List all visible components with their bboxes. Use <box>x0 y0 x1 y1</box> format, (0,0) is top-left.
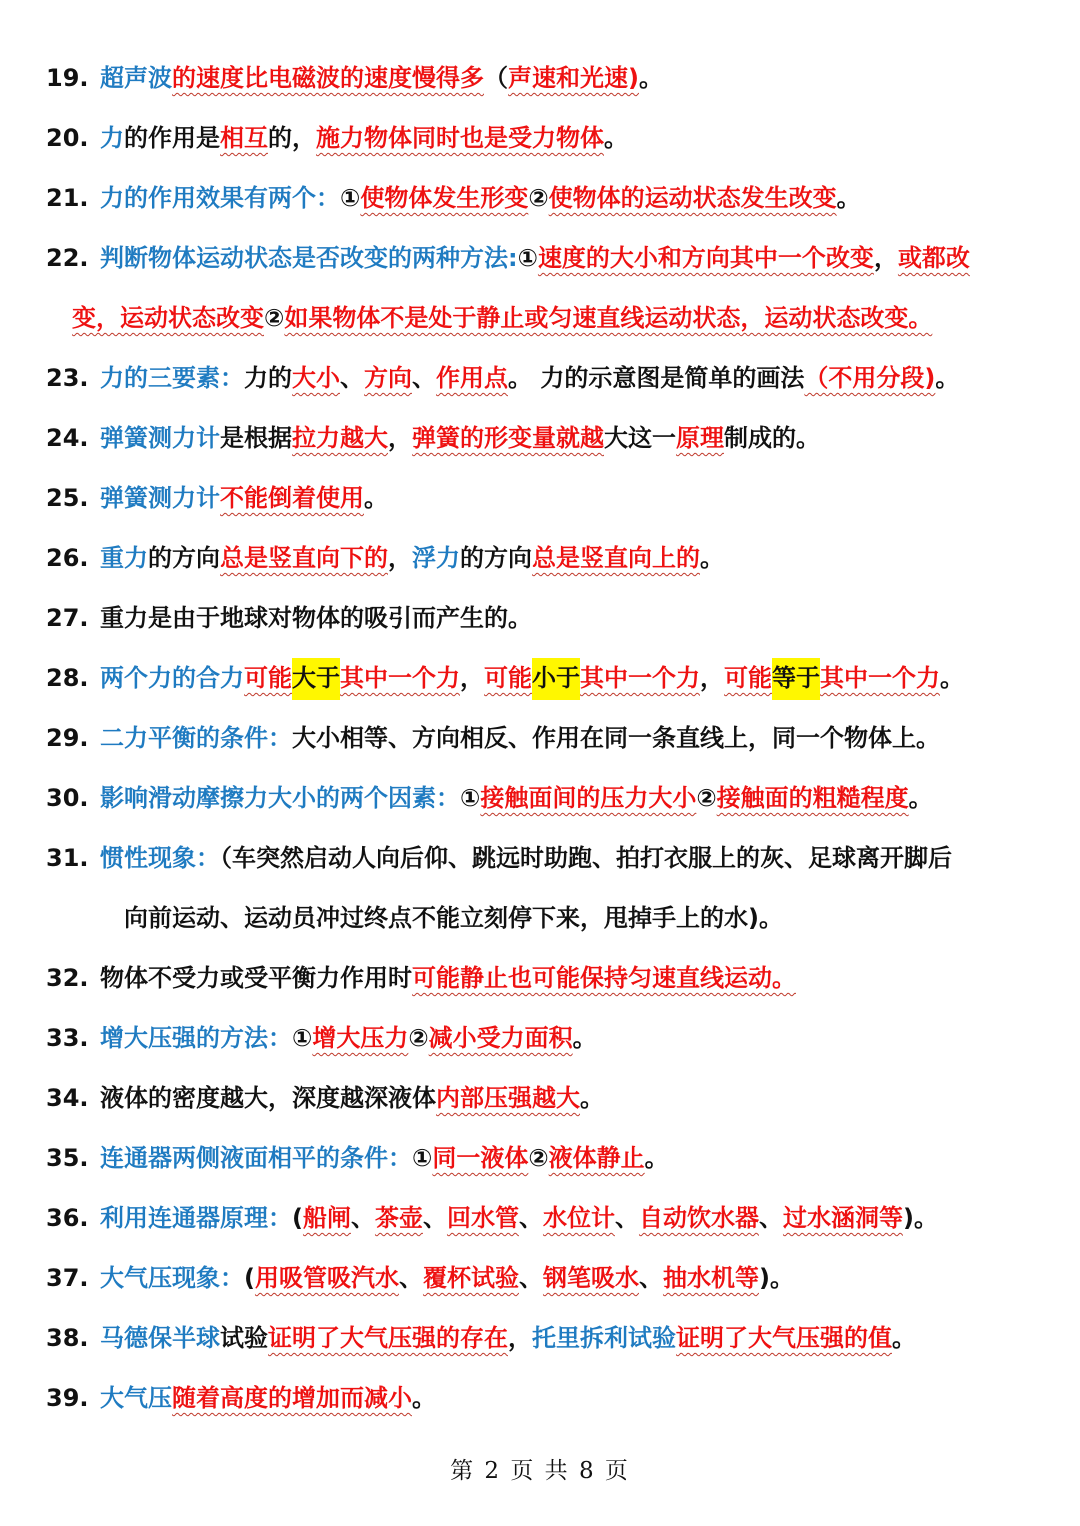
item-text <box>100 418 820 458</box>
list-item <box>0 1198 1080 1238</box>
term-highlight: 大气压现象： <box>100 1264 244 1292</box>
plain-text: 的， <box>268 124 316 152</box>
list-item <box>0 118 1080 158</box>
item-text <box>100 238 970 278</box>
item-number: 33. <box>46 1024 89 1052</box>
item-text <box>100 478 388 518</box>
answer-underlined: 速度的大小和方向其中一个改变 <box>537 244 874 272</box>
plain-text: 、 <box>340 364 364 392</box>
item-text <box>100 838 952 878</box>
page-footer: 第 2 页 共 8 页 <box>450 1458 630 1484</box>
plain-text: 。 <box>892 1324 916 1352</box>
plain-text: ② <box>528 184 549 212</box>
item-number: 21. <box>46 184 89 212</box>
list-item <box>0 1018 1080 1058</box>
plain-text: 、 <box>758 1204 783 1232</box>
plain-text: 、 <box>412 364 436 392</box>
item-number: 38. <box>46 1324 89 1352</box>
list-item <box>0 418 1080 458</box>
plain-text: 、 <box>638 1264 663 1292</box>
keyword-highlight: 大于 <box>292 658 340 700</box>
item-number: 35. <box>46 1144 89 1172</box>
answer-underlined: 使物体的运动状态发生改变 <box>548 184 837 212</box>
answer-underlined: 水位计 <box>542 1204 615 1232</box>
list-item <box>0 538 1080 578</box>
list-item <box>0 1078 1080 1118</box>
answer-underlined: 自动饮水器 <box>638 1204 759 1232</box>
plain-text: 、 <box>350 1204 375 1232</box>
term-highlight: 超声波 <box>100 64 172 92</box>
item-text <box>100 1138 669 1178</box>
item-number: 31. <box>46 844 89 872</box>
plain-text: 、 <box>518 1264 543 1292</box>
plain-text: 。 <box>412 1384 436 1412</box>
answer-underlined: 如果物体不是处于静止或匀速直线运动状态，运动状态改变。 <box>284 304 933 332</box>
answer-underlined: 接触面的粗糙程度 <box>716 784 909 812</box>
plain-text: ① <box>460 784 481 812</box>
plain-text: 、 <box>422 1204 447 1232</box>
plain-text: 。 <box>604 124 628 152</box>
answer-underlined: （不用分段) <box>804 364 936 392</box>
term-highlight: 二力平衡的条件： <box>100 724 292 752</box>
plain-text: （车突然启动人向后仰、跳远时助跑、拍打衣服上的灰、足球离开脚后 <box>220 844 952 872</box>
item-number: 19. <box>46 64 89 92</box>
term-highlight: 马德保半球 <box>100 1324 220 1352</box>
plain-text: 、 <box>518 1204 543 1232</box>
answer-underlined: 不能倒着使用 <box>220 484 364 512</box>
answer-underlined: 其中一个力 <box>580 664 700 692</box>
plain-text: ② <box>408 1024 429 1052</box>
list-item <box>0 1378 1080 1418</box>
item-number: 23. <box>46 364 89 392</box>
term-highlight: 连通器两侧液面相平的条件： <box>100 1144 412 1172</box>
answer-underlined: 大小 <box>292 364 340 392</box>
item-number: 27. <box>46 604 89 632</box>
plain-text: 。 <box>836 184 861 212</box>
item-text <box>100 1258 794 1298</box>
list-item <box>0 1318 1080 1358</box>
plain-text: 。 <box>935 364 960 392</box>
answer-underlined: 证明了大气压强的值 <box>676 1324 892 1352</box>
answer-underlined: 抽水机等 <box>662 1264 759 1292</box>
answer-underlined: 声速和光速) <box>508 64 639 92</box>
list-item-continuation <box>0 298 1080 338</box>
answer-underlined: 内部压强越大 <box>436 1084 580 1112</box>
plain-text: ( <box>244 1264 255 1292</box>
plain-text: ， <box>700 664 724 692</box>
list-item <box>0 658 1080 698</box>
plain-text: 。 <box>908 784 933 812</box>
list-item <box>0 478 1080 518</box>
plain-text: 大这一 <box>604 424 676 452</box>
plain-text: 。 <box>580 1084 604 1112</box>
list-item <box>0 58 1080 98</box>
term-highlight: 力 <box>100 124 124 152</box>
keyword-highlight: 等于 <box>772 658 820 700</box>
term-highlight: 力的三要素： <box>100 364 244 392</box>
plain-text: 。 <box>940 664 964 692</box>
plain-text: ， <box>508 1324 532 1352</box>
list-item <box>0 178 1080 218</box>
answer-underlined: 可能 <box>244 664 292 692</box>
plain-text: 的方向 <box>460 544 532 572</box>
plain-text: ② <box>696 784 717 812</box>
term-highlight: 弹簧测力计 <box>100 424 220 452</box>
list-item <box>0 598 1080 638</box>
plain-text: 是根据 <box>220 424 292 452</box>
plain-text: 的作用是 <box>124 124 220 152</box>
item-number: 30. <box>46 784 89 812</box>
term-highlight: 重力 <box>100 544 148 572</box>
item-number: 20. <box>46 124 89 152</box>
plain-text: 。 <box>572 1024 597 1052</box>
answer-underlined: 同一液体 <box>432 1144 529 1172</box>
answer-underlined: 其中一个力 <box>340 664 460 692</box>
answer-underlined: 总是竖直向下的 <box>220 544 388 572</box>
term-highlight: 力的作用效果有两个： <box>100 184 340 212</box>
item-number: 25. <box>46 484 89 512</box>
item-number: 29. <box>46 724 89 752</box>
plain-text: ① <box>292 1024 313 1052</box>
answer-underlined: 可能 <box>484 664 532 692</box>
list-item <box>0 1138 1080 1178</box>
item-text <box>100 358 959 398</box>
plain-text: ② <box>264 304 285 332</box>
term-highlight: 弹簧测力计 <box>100 484 220 512</box>
term-highlight: 托里拆利试验 <box>532 1324 676 1352</box>
answer-underlined: 用吸管吸汽水 <box>254 1264 399 1292</box>
item-text <box>100 718 940 758</box>
answer-underlined: 施力物体同时也是受力物体 <box>316 124 604 152</box>
plain-text: ② <box>528 1144 549 1172</box>
plain-text: )。 <box>758 1264 794 1292</box>
answer-underlined: 变，运动状态改变 <box>72 304 264 332</box>
answer-underlined: 可能静止也可能保持匀速直线运动。 <box>412 964 796 992</box>
item-number: 36. <box>46 1204 89 1232</box>
term-highlight: 增大压强的方法： <box>100 1024 292 1052</box>
answer-underlined: 可能 <box>724 664 772 692</box>
item-text <box>100 778 933 818</box>
plain-text: 向前运动、运动员冲过终点不能立刻停下来，甩掉手上的水)。 <box>124 904 783 932</box>
item-text <box>100 1378 436 1418</box>
item-number: 22. <box>46 244 89 272</box>
answer-underlined: 拉力越大 <box>292 424 388 452</box>
item-text <box>100 118 628 158</box>
answer-underlined: 船闸 <box>302 1204 351 1232</box>
plain-text: 、 <box>398 1264 423 1292</box>
term-highlight: 浮力 <box>412 544 460 572</box>
term-highlight: 影响滑动摩擦力大小的两个因素： <box>100 784 460 812</box>
item-number: 34. <box>46 1084 89 1112</box>
answer-underlined: 原理 <box>676 424 724 452</box>
answer-underlined: 弹簧的形变量就越 <box>412 424 604 452</box>
item-text <box>124 898 783 938</box>
list-item <box>0 838 1080 878</box>
item-number: 24. <box>46 424 89 452</box>
item-number: 32. <box>46 964 89 992</box>
plain-text: 试验 <box>220 1324 268 1352</box>
plain-text: （ <box>484 64 508 92</box>
list-item <box>0 778 1080 818</box>
item-text <box>72 298 932 338</box>
plain-text: ， <box>460 664 484 692</box>
item-text <box>100 58 663 98</box>
term-highlight: 两个力的合力 <box>100 664 244 692</box>
answer-underlined: 覆杯试验 <box>422 1264 519 1292</box>
answer-underlined: 方向 <box>364 364 412 392</box>
list-item-continuation <box>0 898 1080 938</box>
item-text <box>100 1078 604 1118</box>
plain-text: ( <box>292 1204 303 1232</box>
plain-text: 。 <box>644 1144 669 1172</box>
list-item <box>0 958 1080 998</box>
answer-underlined: 证明了大气压强的存在 <box>268 1324 508 1352</box>
item-number: 28. <box>46 664 89 692</box>
plain-text: ① <box>340 184 361 212</box>
answer-underlined: 或都改 <box>897 244 970 272</box>
item-text <box>100 658 964 698</box>
list-item <box>0 718 1080 758</box>
plain-text: ， <box>388 544 412 572</box>
answer-underlined: 随着高度的增加而减小 <box>172 1384 412 1412</box>
answer-underlined: 接触面间的压力大小 <box>480 784 697 812</box>
plain-text: 。 力的示意图是简单的画法 <box>508 364 805 392</box>
answer-underlined: 相互 <box>220 124 268 152</box>
answer-underlined: 减小受力面积 <box>428 1024 573 1052</box>
item-text <box>100 538 724 578</box>
item-text <box>100 1198 938 1238</box>
item-number: 39. <box>46 1384 89 1412</box>
plain-text: 的方向 <box>148 544 220 572</box>
answer-underlined: 茶壶 <box>374 1204 423 1232</box>
plain-text: 力的 <box>244 364 292 392</box>
answer-underlined: 作用点 <box>436 364 508 392</box>
item-text <box>100 1018 597 1058</box>
plain-text: 。 <box>364 484 388 512</box>
plain-text: ① <box>517 244 538 272</box>
answer-underlined: 回水管 <box>446 1204 519 1232</box>
plain-text: 、 <box>614 1204 639 1232</box>
term-highlight: 利用连通器原理： <box>100 1204 292 1232</box>
answer-underlined: 的速度比电磁波的速度慢得多 <box>172 64 484 92</box>
term-highlight: 大气压 <box>100 1384 172 1412</box>
answer-underlined: 增大压力 <box>312 1024 409 1052</box>
answer-underlined: 钢笔吸水 <box>542 1264 639 1292</box>
item-text <box>100 178 861 218</box>
answer-underlined: 总是竖直向上的 <box>532 544 700 572</box>
plain-text: 物体不受力或受平衡力作用时 <box>100 964 412 992</box>
answer-underlined: 过水涵洞等 <box>782 1204 903 1232</box>
answer-underlined: 其中一个力 <box>820 664 940 692</box>
plain-text: 。 <box>638 64 663 92</box>
item-number: 26. <box>46 544 89 572</box>
list-item <box>0 238 1080 278</box>
item-number: 37. <box>46 1264 89 1292</box>
item-text <box>100 958 796 998</box>
plain-text: 重力是由于地球对物体的吸引而产生的。 <box>100 604 532 632</box>
plain-text: )。 <box>902 1204 938 1232</box>
answer-underlined: 使物体发生形变 <box>360 184 529 212</box>
list-item <box>0 1258 1080 1298</box>
plain-text: 制成的。 <box>724 424 820 452</box>
plain-text: 。 <box>700 544 724 572</box>
term-highlight: 惯性现象： <box>100 844 220 872</box>
item-text <box>100 1318 916 1358</box>
keyword-highlight: 小于 <box>532 658 580 700</box>
plain-text: ， <box>388 424 412 452</box>
plain-text: 液体的密度越大，深度越深液体 <box>100 1084 436 1112</box>
plain-text: ， <box>873 244 898 272</box>
item-text <box>100 598 532 638</box>
list-item <box>0 358 1080 398</box>
plain-text: 大小相等、方向相反、作用在同一条直线上，同一个物体上。 <box>292 724 940 752</box>
plain-text: ① <box>412 1144 433 1172</box>
answer-underlined: 液体静止 <box>548 1144 645 1172</box>
term-highlight: 判断物体运动状态是否改变的两种方法: <box>100 244 518 272</box>
